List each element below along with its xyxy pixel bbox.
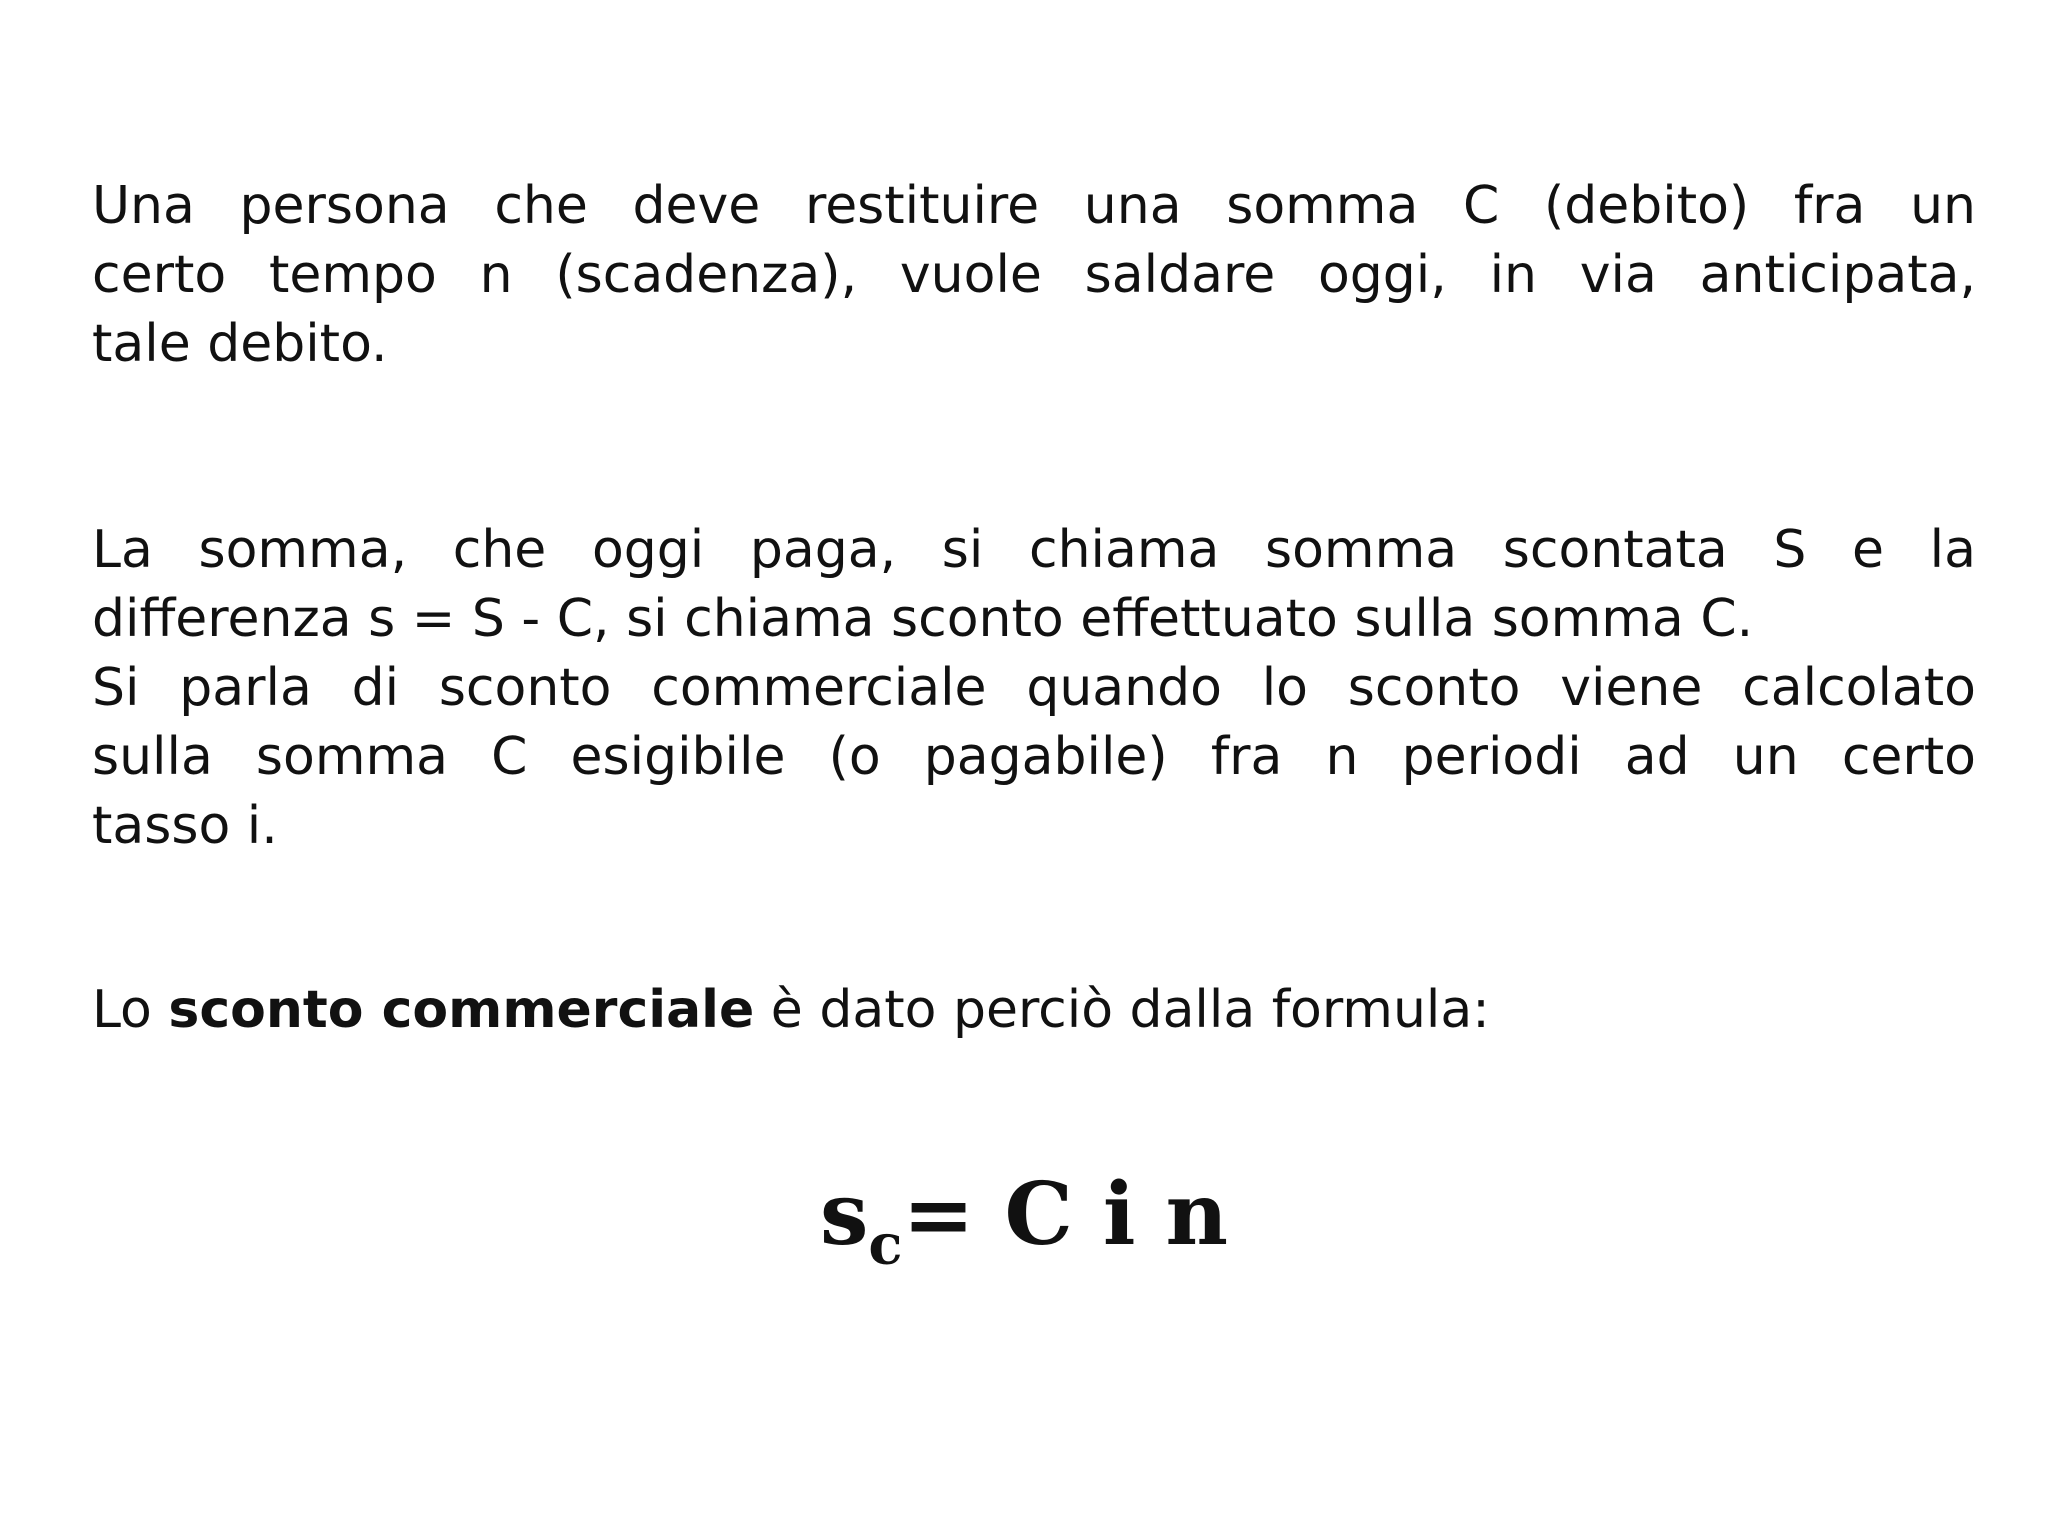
text-line: Si parla di sconto commerciale quando lo sconto viene calcolato [92,658,1976,718]
formula-base: s [819,1164,869,1265]
definition-paragraph [92,516,1976,861]
text-line: differenza s = S - C, si chiama sconto effettuato sulla somma C. [92,589,1754,649]
intro-paragraph [92,172,1976,379]
formula-intro-suffix: è dato perciò dalla formula: [754,980,1490,1040]
text-line: certo tempo n (scadenza), vuole saldare oggi, in via anticipata, [92,245,1976,305]
formula-intro-prefix: Lo [92,980,169,1040]
text-line: Una persona che deve restituire una somma C (debito) fra un [92,176,1976,236]
formula-rhs: = C i n [902,1164,1229,1265]
formula-subscript: c [868,1211,903,1278]
text-line: tasso i. [92,796,278,856]
text-line: tale debito. [92,314,388,374]
discount-formula [0,1160,2048,1300]
formula-intro-bold-term: sconto commerciale [168,980,755,1040]
text-line: La somma, che oggi paga, si chiama somma scontata S e la [92,520,1976,580]
text-line: sulla somma C esigibile (o pagabile) fra n periodi ad un certo [92,727,1976,787]
formula-intro-paragraph [92,976,1976,1045]
